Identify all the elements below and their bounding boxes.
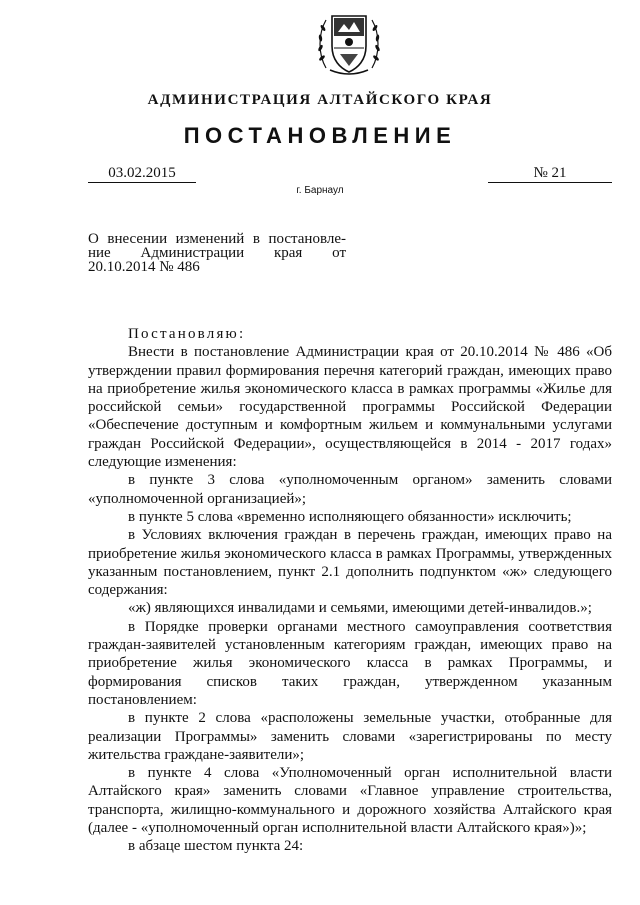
subject-line: О внесении изменений в постановле- <box>88 231 346 247</box>
body-paragraph: Внести в постановление Администрации края от 20.10.2014 № 486 «Об утверждении правил формирования перечня категорий граждан, имеющих право на приобретение жилья экономического класса в рамках программы «Жилье для российской семьи» государственной программы Российской Федерации «Обеспечение доступным и комфортным жильем и коммунальными услугами граждан Российской Федерации», осуществляющейся в 2014 - 2017 годах» следующие изменения: <box>88 344 612 471</box>
document-body <box>88 325 612 856</box>
body-paragraph: в пункте 3 слова «уполномоченным органом» заменить словами «уполномоченной организацией»; <box>88 472 612 507</box>
date-underline <box>88 182 196 183</box>
city-name: г. Барнаул <box>296 185 344 196</box>
coat-of-arms-icon <box>316 6 382 80</box>
document-date: 03.02.2015 <box>108 165 176 181</box>
body-paragraph: в пункте 5 слова «временно исполняющего обязанности» исключить; <box>128 508 572 525</box>
subject-line: ние Администрации края от <box>88 245 346 261</box>
subject-line: 20.10.2014 № 486 <box>88 259 200 275</box>
document-subject <box>88 232 346 274</box>
resolve-heading: Постановляю: <box>128 326 246 342</box>
number-underline <box>488 182 612 183</box>
organization-name: АДМИНИСТРАЦИЯ АЛТАЙСКОГО КРАЯ <box>147 92 493 108</box>
body-paragraph: «ж) являющихся инвалидами и семьями, имеющими детей-инвалидов.»; <box>128 600 592 617</box>
body-paragraph: в Порядке проверки органами местного самоуправления соответствия граждан-заявителей установленным категориям граждан, имеющих право на приобретение жилья экономического класса в рамках Программы, и формирования списков таких граждан, утвержденном указанным постановлением: <box>88 618 612 708</box>
body-paragraph: в абзаце шестом пункта 24: <box>128 838 304 855</box>
body-paragraph: в пункте 2 слова «расположены земельные участки, отобранные для реализации Программы» заменить словами «зарегистрированы по месту жительства граждане-заявители»; <box>88 710 612 763</box>
body-paragraph: в пункте 4 слова «Уполномоченный орган исполнительной власти Алтайского края» заменить словами «Главное управление строительства, транспорта, жилищно-коммунального и дорожного хозяйства Алтайского края (далее - «уполномоченный орган исполнительной власти Алтайского края»)»; <box>88 765 612 837</box>
document-type-title: ПОСТАНОВЛЕНИЕ <box>183 123 457 148</box>
document-number: № 21 <box>533 165 567 181</box>
body-paragraph: в Условиях включения граждан в перечень граждан, имеющих право на приобретение жилья экономического класса в рамках Программы, утвержденных указанным постановлением, пункт 2.1 дополнить подпунктом «ж» следующего содержания: <box>88 527 612 599</box>
